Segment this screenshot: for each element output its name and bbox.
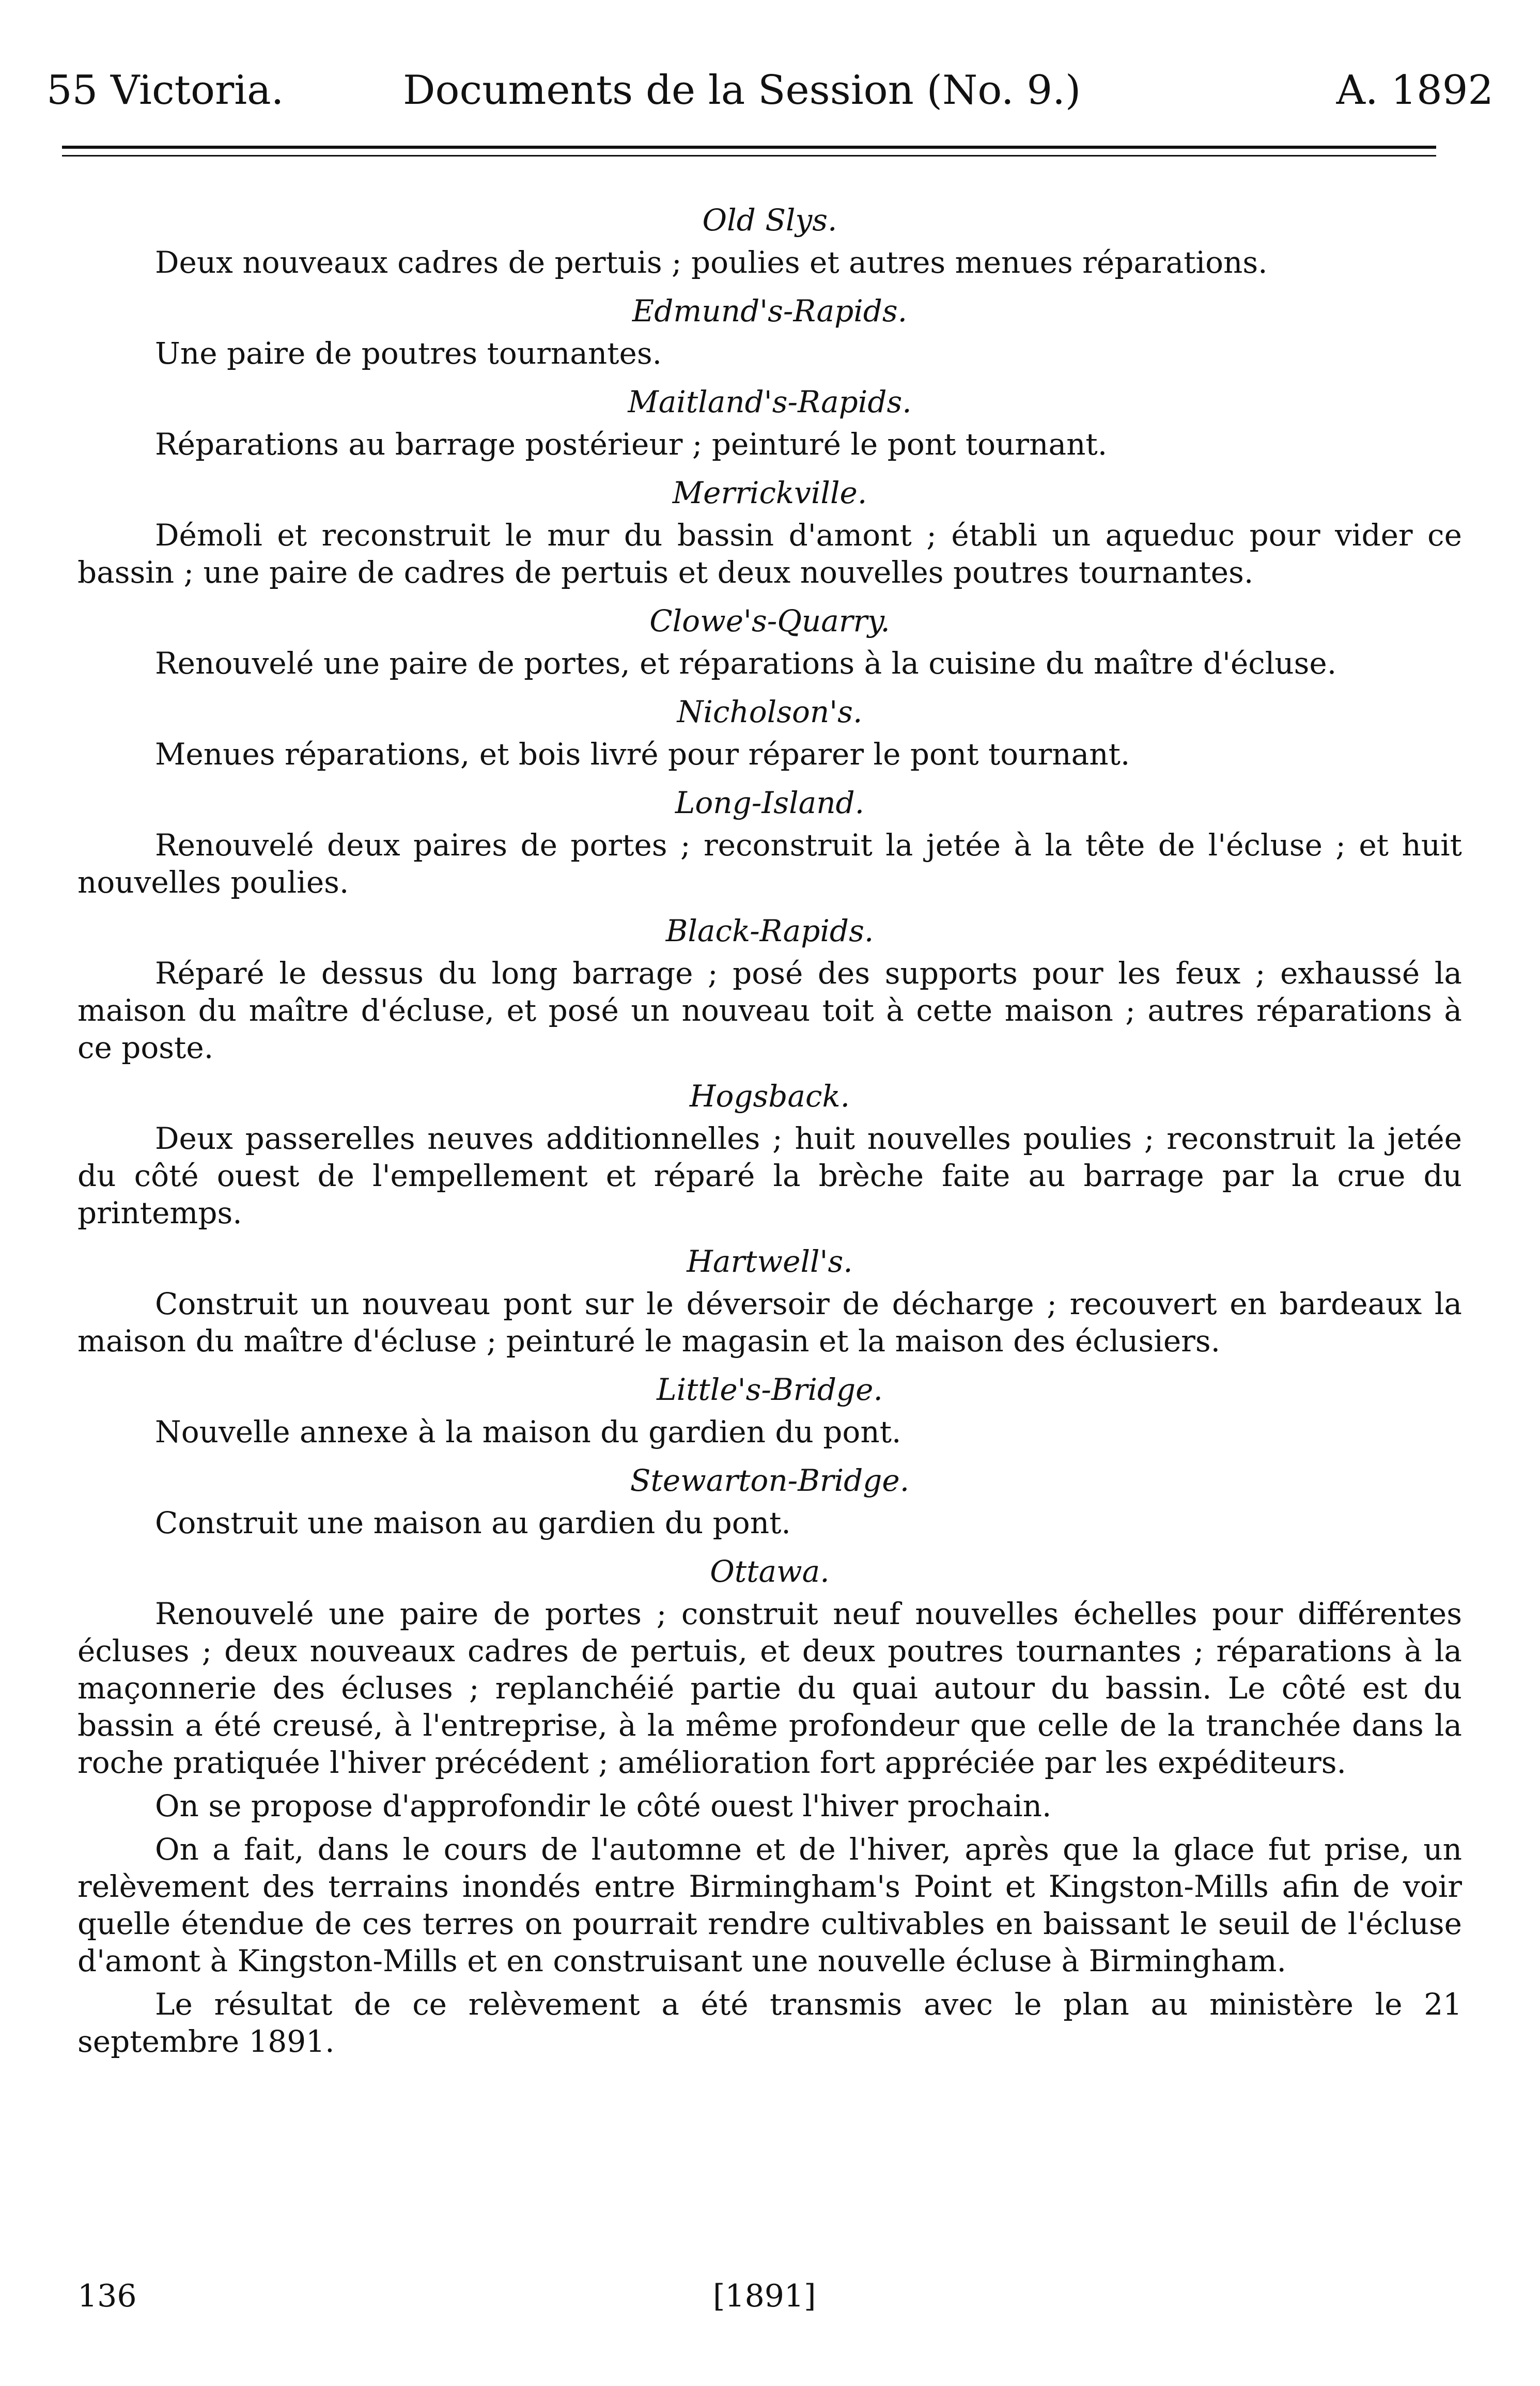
- section-paragraph: Nouvelle annexe à la maison du gardien du pont.: [155, 1414, 901, 1449]
- section-heading: Hartwell's.: [687, 1244, 853, 1279]
- page-footer: [77, 2278, 1463, 2330]
- section: [77, 1366, 1462, 1457]
- section-paragraph: Menues réparations, et bois livré pour réparer le pont tournant.: [155, 737, 1130, 772]
- section-heading: Hogsback.: [689, 1079, 850, 1114]
- section-paragraph: Renouvelé une paire de portes, et réparations à la cuisine du maître d'écluse.: [155, 646, 1337, 681]
- section-paragraph: Démoli et reconstruit le mur du bassin d'amont ; établi un aqueduc pour vider ce bassin ; une paire de cadres de pertuis et deux nouvelles poutres tournantes.: [77, 518, 1462, 590]
- section-heading: Clowe's-Quarry.: [649, 603, 890, 638]
- section-paragraph: Réparé le dessus du long barrage ; posé des supports pour les feux ; exhaussé la maison du maître d'écluse, et posé un nouveau toit à cette maison ; autres réparations à ce poste.: [77, 956, 1462, 1065]
- document-body: [77, 196, 1462, 2066]
- section-heading: Edmund's-Rapids.: [632, 293, 908, 329]
- page-header: [46, 57, 1494, 124]
- section: [77, 378, 1462, 469]
- section-paragraph: Construit une maison au gardien du pont.: [155, 1505, 791, 1540]
- section-paragraph: Réparations au barrage postérieur ; peinturé le pont tournant.: [155, 427, 1108, 462]
- header-rule-thin: [62, 155, 1436, 157]
- section-paragraph: Deux passerelles neuves additionnelles ; huit nouvelles poulies ; reconstruit la jetée du côté ouest de l'empellement et réparé la brèche faite au barrage par la crue du printemps.: [77, 1121, 1462, 1230]
- section-paragraph: On a fait, dans le cours de l'automne et de l'hiver, après que la glace fut prise, un relèvement des terrains inondés entre Birmingham's Point et Kingston-Mills afin de voir quelle étendue de ces terres on pourrait rendre cultivables en baissant le seuil de l'écluse d'amont à Kingston-Mills et en construisant une nouvelle écluse à Birmingham.: [77, 1832, 1462, 1978]
- section-paragraph: On se propose d'approfondir le côté ouest l'hiver prochain.: [155, 1788, 1052, 1823]
- section-heading: Merrickville.: [672, 475, 867, 510]
- section-heading: Ottawa.: [710, 1554, 830, 1589]
- header-year: A. 1892: [1336, 67, 1494, 114]
- section-heading: Nicholson's.: [677, 694, 863, 729]
- section-paragraph: Deux nouveaux cadres de pertuis ; poulies et autres menues réparations.: [155, 245, 1268, 280]
- section-heading: Stewarton-Bridge.: [630, 1463, 910, 1498]
- section: [77, 1072, 1462, 1238]
- section-heading: Black-Rapids.: [665, 913, 874, 948]
- section-heading: Little's-Bridge.: [657, 1372, 883, 1407]
- section: [77, 907, 1462, 1072]
- header-session: 55 Victoria.: [46, 67, 284, 114]
- page-number: 136: [77, 2278, 137, 2314]
- section: [77, 196, 1462, 287]
- section-paragraph: Renouvelé deux paires de portes ; reconstruit la jetée à la tête de l'écluse ; et huit nouvelles poulies.: [77, 828, 1462, 900]
- section-paragraph: Une paire de poutres tournantes.: [155, 336, 662, 371]
- section: [77, 597, 1462, 688]
- section: [77, 1238, 1462, 1366]
- section: [77, 469, 1462, 597]
- section: [77, 779, 1462, 907]
- section-heading: Maitland's-Rapids.: [628, 384, 912, 419]
- section-heading: Old Slys.: [702, 202, 837, 238]
- section: [77, 1548, 1462, 2066]
- section: [77, 688, 1462, 779]
- header-rule-thick: [62, 146, 1436, 149]
- section: [77, 287, 1462, 378]
- footer-year: [1891]: [713, 2278, 816, 2314]
- section-paragraph: Construit un nouveau pont sur le déversoir de décharge ; recouvert en bardeaux la maison du maître d'écluse ; peinturé le magasin et la maison des éclusiers.: [77, 1286, 1462, 1359]
- header-title: Documents de la Session (No. 9.): [403, 67, 1081, 114]
- section-paragraph: Le résultat de ce relèvement a été transmis avec le plan au ministère le 21 septembre 1891.: [77, 1987, 1462, 2059]
- section-paragraph: Renouvelé une paire de portes ; construit neuf nouvelles échelles pour différentes écluses ; deux nouveaux cadres de pertuis, et deux poutres tournantes ; réparations à la maçonnerie des écluses ; replanchéié partie du quai autour du bassin. Le côté est du bassin a été creusé, à l'entreprise, à la même profondeur que celle de la tranchée dans la roche pratiquée l'hiver précédent ; amélioration fort appréciée par les expéditeurs.: [77, 1596, 1462, 1780]
- section: [77, 1457, 1462, 1548]
- section-heading: Long-Island.: [675, 785, 865, 820]
